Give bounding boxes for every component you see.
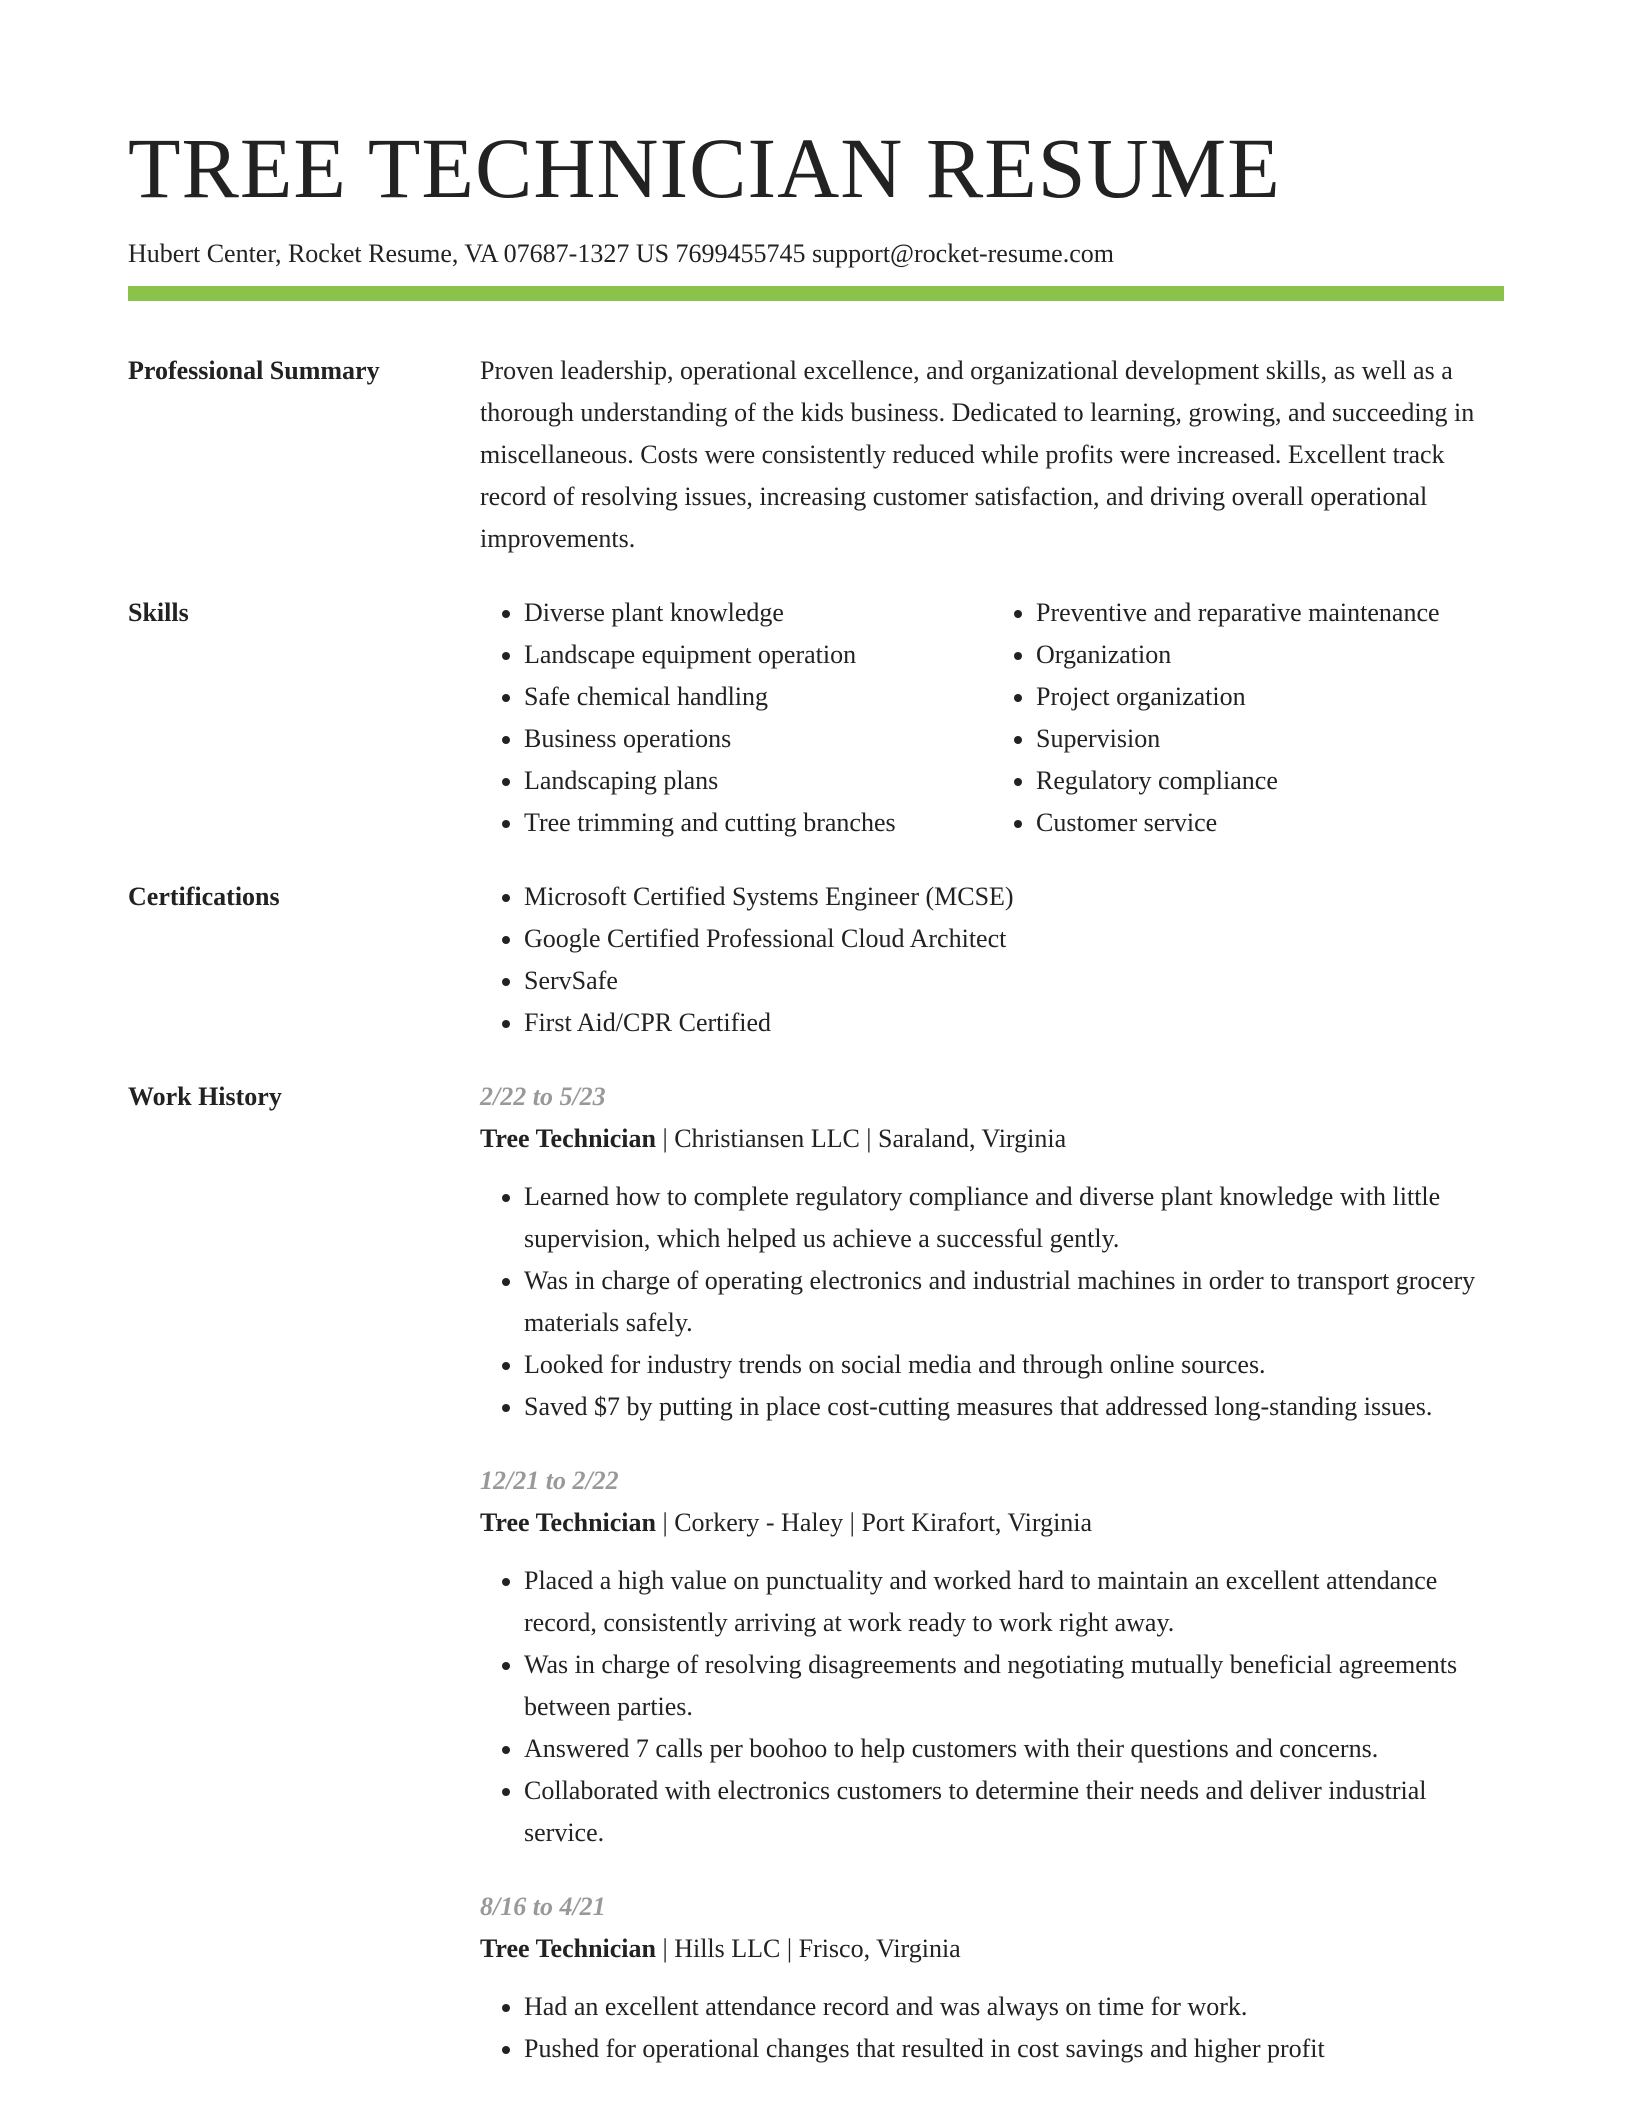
certification-item: • Microsoft Certified Systems Engineer (MCSE) (524, 876, 1504, 918)
job-bullet: • Saved $7 by putting in place cost-cutting measures that addressed long-standing issues. (524, 1386, 1504, 1428)
job-bullets (480, 1560, 1504, 1854)
skill-item: • Tree trimming and cutting branches (524, 802, 992, 844)
certifications-section (128, 876, 1504, 1044)
job-details: | Hills LLC | Frisco, Virginia (656, 1934, 961, 1963)
skill-item: • Business operations (524, 718, 992, 760)
job-bullet: • Collaborated with electronics customers to determine their needs and deliver industrial service. (524, 1770, 1504, 1854)
job-dates: 8/16 to 4/21 (480, 1892, 606, 1921)
section-label-certifications: Certifications (128, 882, 280, 911)
job-title: Tree Technician (480, 1124, 656, 1153)
accent-divider (128, 286, 1504, 301)
job-heading (480, 1502, 1504, 1544)
skills-list-left (480, 592, 992, 844)
contact-line: Hubert Center, Rocket Resume, VA 07687-1327 US 7699455745 support@rocket-resume.com (128, 239, 1114, 268)
certification-item: • ServSafe (524, 960, 1504, 1002)
skills-section (128, 592, 1504, 844)
job-bullet: • Learned how to complete regulatory compliance and diverse plant knowledge with little supervision, which helped us achieve a successful gently. (524, 1176, 1504, 1260)
job-bullet: • Placed a high value on punctuality and worked hard to maintain an excellent attendance record, consistently arriving at work ready to work right away. (524, 1560, 1504, 1644)
job-heading (480, 1928, 1504, 1970)
section-label-skills: Skills (128, 598, 189, 627)
skill-item: • Preventive and reparative maintenance (1036, 592, 1504, 634)
job-bullet: • Looked for industry trends on social media and through online sources. (524, 1344, 1504, 1386)
job-entry (480, 1886, 1504, 2070)
summary-section (128, 350, 1504, 560)
skill-item: • Customer service (1036, 802, 1504, 844)
job-dates: 12/21 to 2/22 (480, 1466, 619, 1495)
summary-text: Proven leadership, operational excellence, and organizational development skills, as well as a thorough understanding of the kids business. Dedicated to learning, growing, and succeeding in miscellaneous. Costs were consistently reduced while profits were increased. Excellent track record of resolving issues, increasing customer satisfaction, and driving overall operational improvements. (480, 356, 1475, 553)
skills-list-right (992, 592, 1504, 844)
job-bullet: • Pushed for operational changes that resulted in cost savings and higher profit (524, 2028, 1504, 2070)
certification-item: • Google Certified Professional Cloud Architect (524, 918, 1504, 960)
resume-header (128, 108, 1504, 272)
certification-item: • First Aid/CPR Certified (524, 1002, 1504, 1044)
page-title: TREE TECHNICIAN RESUME (128, 120, 1281, 216)
job-title: Tree Technician (480, 1508, 656, 1537)
skill-item: • Regulatory compliance (1036, 760, 1504, 802)
job-bullets (480, 1176, 1504, 1428)
job-bullet: • Answered 7 calls per boohoo to help customers with their questions and concerns. (524, 1728, 1504, 1770)
section-label-work-history: Work History (128, 1082, 282, 1111)
resume-body (128, 350, 1504, 2112)
job-details: | Corkery - Haley | Port Kirafort, Virginia (656, 1508, 1093, 1537)
job-bullets (480, 1986, 1504, 2070)
skill-item: • Landscaping plans (524, 760, 992, 802)
work-history-section (128, 1076, 1504, 2102)
job-title: Tree Technician (480, 1934, 656, 1963)
job-bullet: • Was in charge of operating electronics and industrial machines in order to transport grocery materials safely. (524, 1260, 1504, 1344)
job-heading (480, 1118, 1504, 1160)
certifications-list (480, 876, 1504, 1044)
job-details: | Christiansen LLC | Saraland, Virginia (656, 1124, 1067, 1153)
skill-item: • Organization (1036, 634, 1504, 676)
skill-item: • Project organization (1036, 676, 1504, 718)
job-bullet: • Was in charge of resolving disagreements and negotiating mutually beneficial agreements between parties. (524, 1644, 1504, 1728)
section-label-summary: Professional Summary (128, 356, 380, 385)
skill-item: • Landscape equipment operation (524, 634, 992, 676)
skill-item: • Supervision (1036, 718, 1504, 760)
job-entry (480, 1460, 1504, 1854)
job-bullet: • Had an excellent attendance record and was always on time for work. (524, 1986, 1504, 2028)
job-entry (480, 1076, 1504, 1428)
skill-item: • Diverse plant knowledge (524, 592, 992, 634)
job-dates: 2/22 to 5/23 (480, 1082, 606, 1111)
skill-item: • Safe chemical handling (524, 676, 992, 718)
